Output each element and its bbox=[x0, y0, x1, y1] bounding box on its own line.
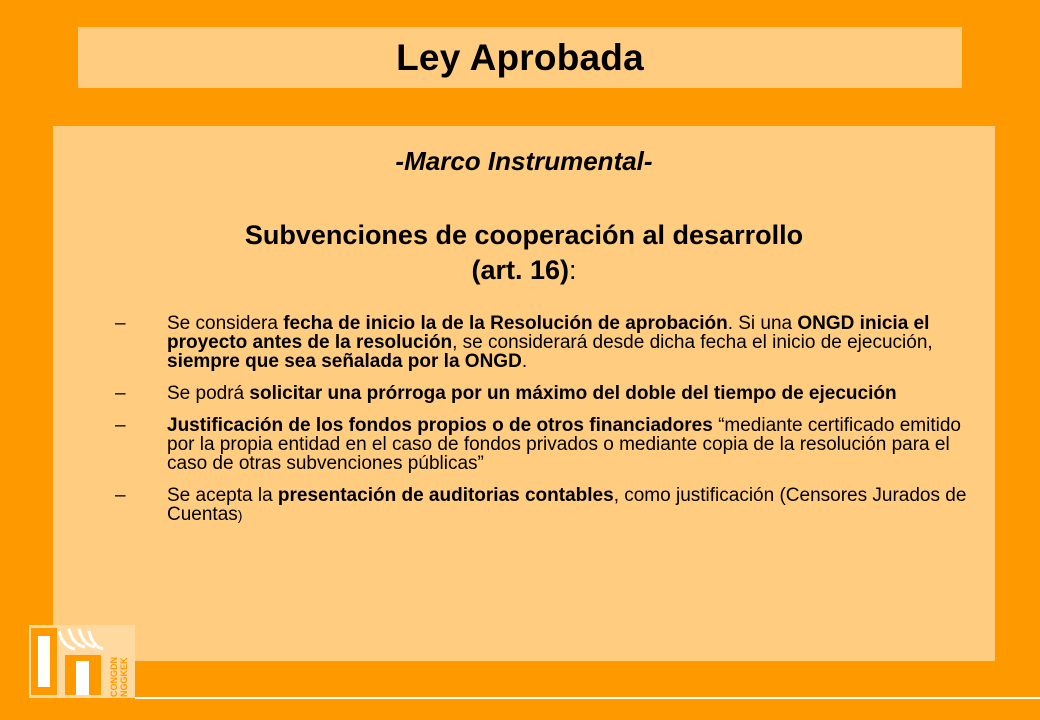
logo-text-line-2: NGGKEK bbox=[119, 657, 129, 697]
list-item bbox=[115, 486, 985, 525]
section-heading bbox=[53, 218, 995, 288]
bullet-bold: fecha de inicio la de la Resolución de aprobación bbox=[283, 313, 728, 334]
bullet-bold: siempre que sea señalada por la ONGD bbox=[167, 351, 522, 372]
bullet-dash: – bbox=[115, 485, 126, 506]
list-item bbox=[115, 384, 985, 403]
bullet-dash: – bbox=[115, 313, 126, 334]
bottom-divider bbox=[135, 697, 1040, 699]
bullet-text: “mediante certificado emitido por la propia entidad en el caso de fondos privados o mediante copia de la resolución para el caso de otras subvenciones públicas” bbox=[167, 415, 961, 474]
heading-colon: : bbox=[569, 255, 577, 285]
title-bar bbox=[78, 27, 962, 88]
bullet-text: . bbox=[521, 351, 528, 372]
bullet-text: Se acepta la bbox=[167, 485, 278, 506]
bullet-bold: ONGD inicia el proyecto antes de la resolución bbox=[167, 313, 930, 353]
subtitle: -Marco Instrumental- bbox=[395, 146, 653, 176]
logo-text-line-1: CONGDN bbox=[109, 657, 119, 697]
list-item bbox=[115, 314, 985, 371]
bullet-text: , se considerará desde dicha fecha el inicio de ejecución, bbox=[452, 332, 933, 353]
bullet-dash: – bbox=[115, 383, 126, 404]
bullet-text: , como justificación (Censores Jurados de Cuentas bbox=[167, 485, 967, 525]
content-panel bbox=[53, 126, 995, 661]
bullet-bold: presentación de auditorias contables bbox=[277, 485, 614, 506]
congde-logo-icon bbox=[29, 625, 135, 698]
heading-line-1: Subvenciones de cooperación al desarrollo bbox=[244, 220, 804, 250]
bullet-text: Se podrá bbox=[167, 383, 250, 404]
bullet-text: ) bbox=[237, 507, 243, 523]
bullet-bold: Justificación de los fondos propios o de otros financiadores bbox=[167, 415, 713, 436]
list-item bbox=[115, 416, 985, 473]
page-title: Ley Aprobada bbox=[396, 36, 644, 78]
heading-line-2 bbox=[53, 253, 995, 288]
heading-article: (art. 16) bbox=[471, 255, 570, 285]
bullet-dash: – bbox=[115, 415, 126, 436]
bullet-text: Se considera bbox=[167, 313, 284, 334]
bullet-list bbox=[115, 314, 985, 538]
bullet-bold: solicitar una prórroga por un máximo del doble del tiempo de ejecución bbox=[249, 383, 897, 404]
bullet-text: . Si una bbox=[727, 313, 798, 334]
